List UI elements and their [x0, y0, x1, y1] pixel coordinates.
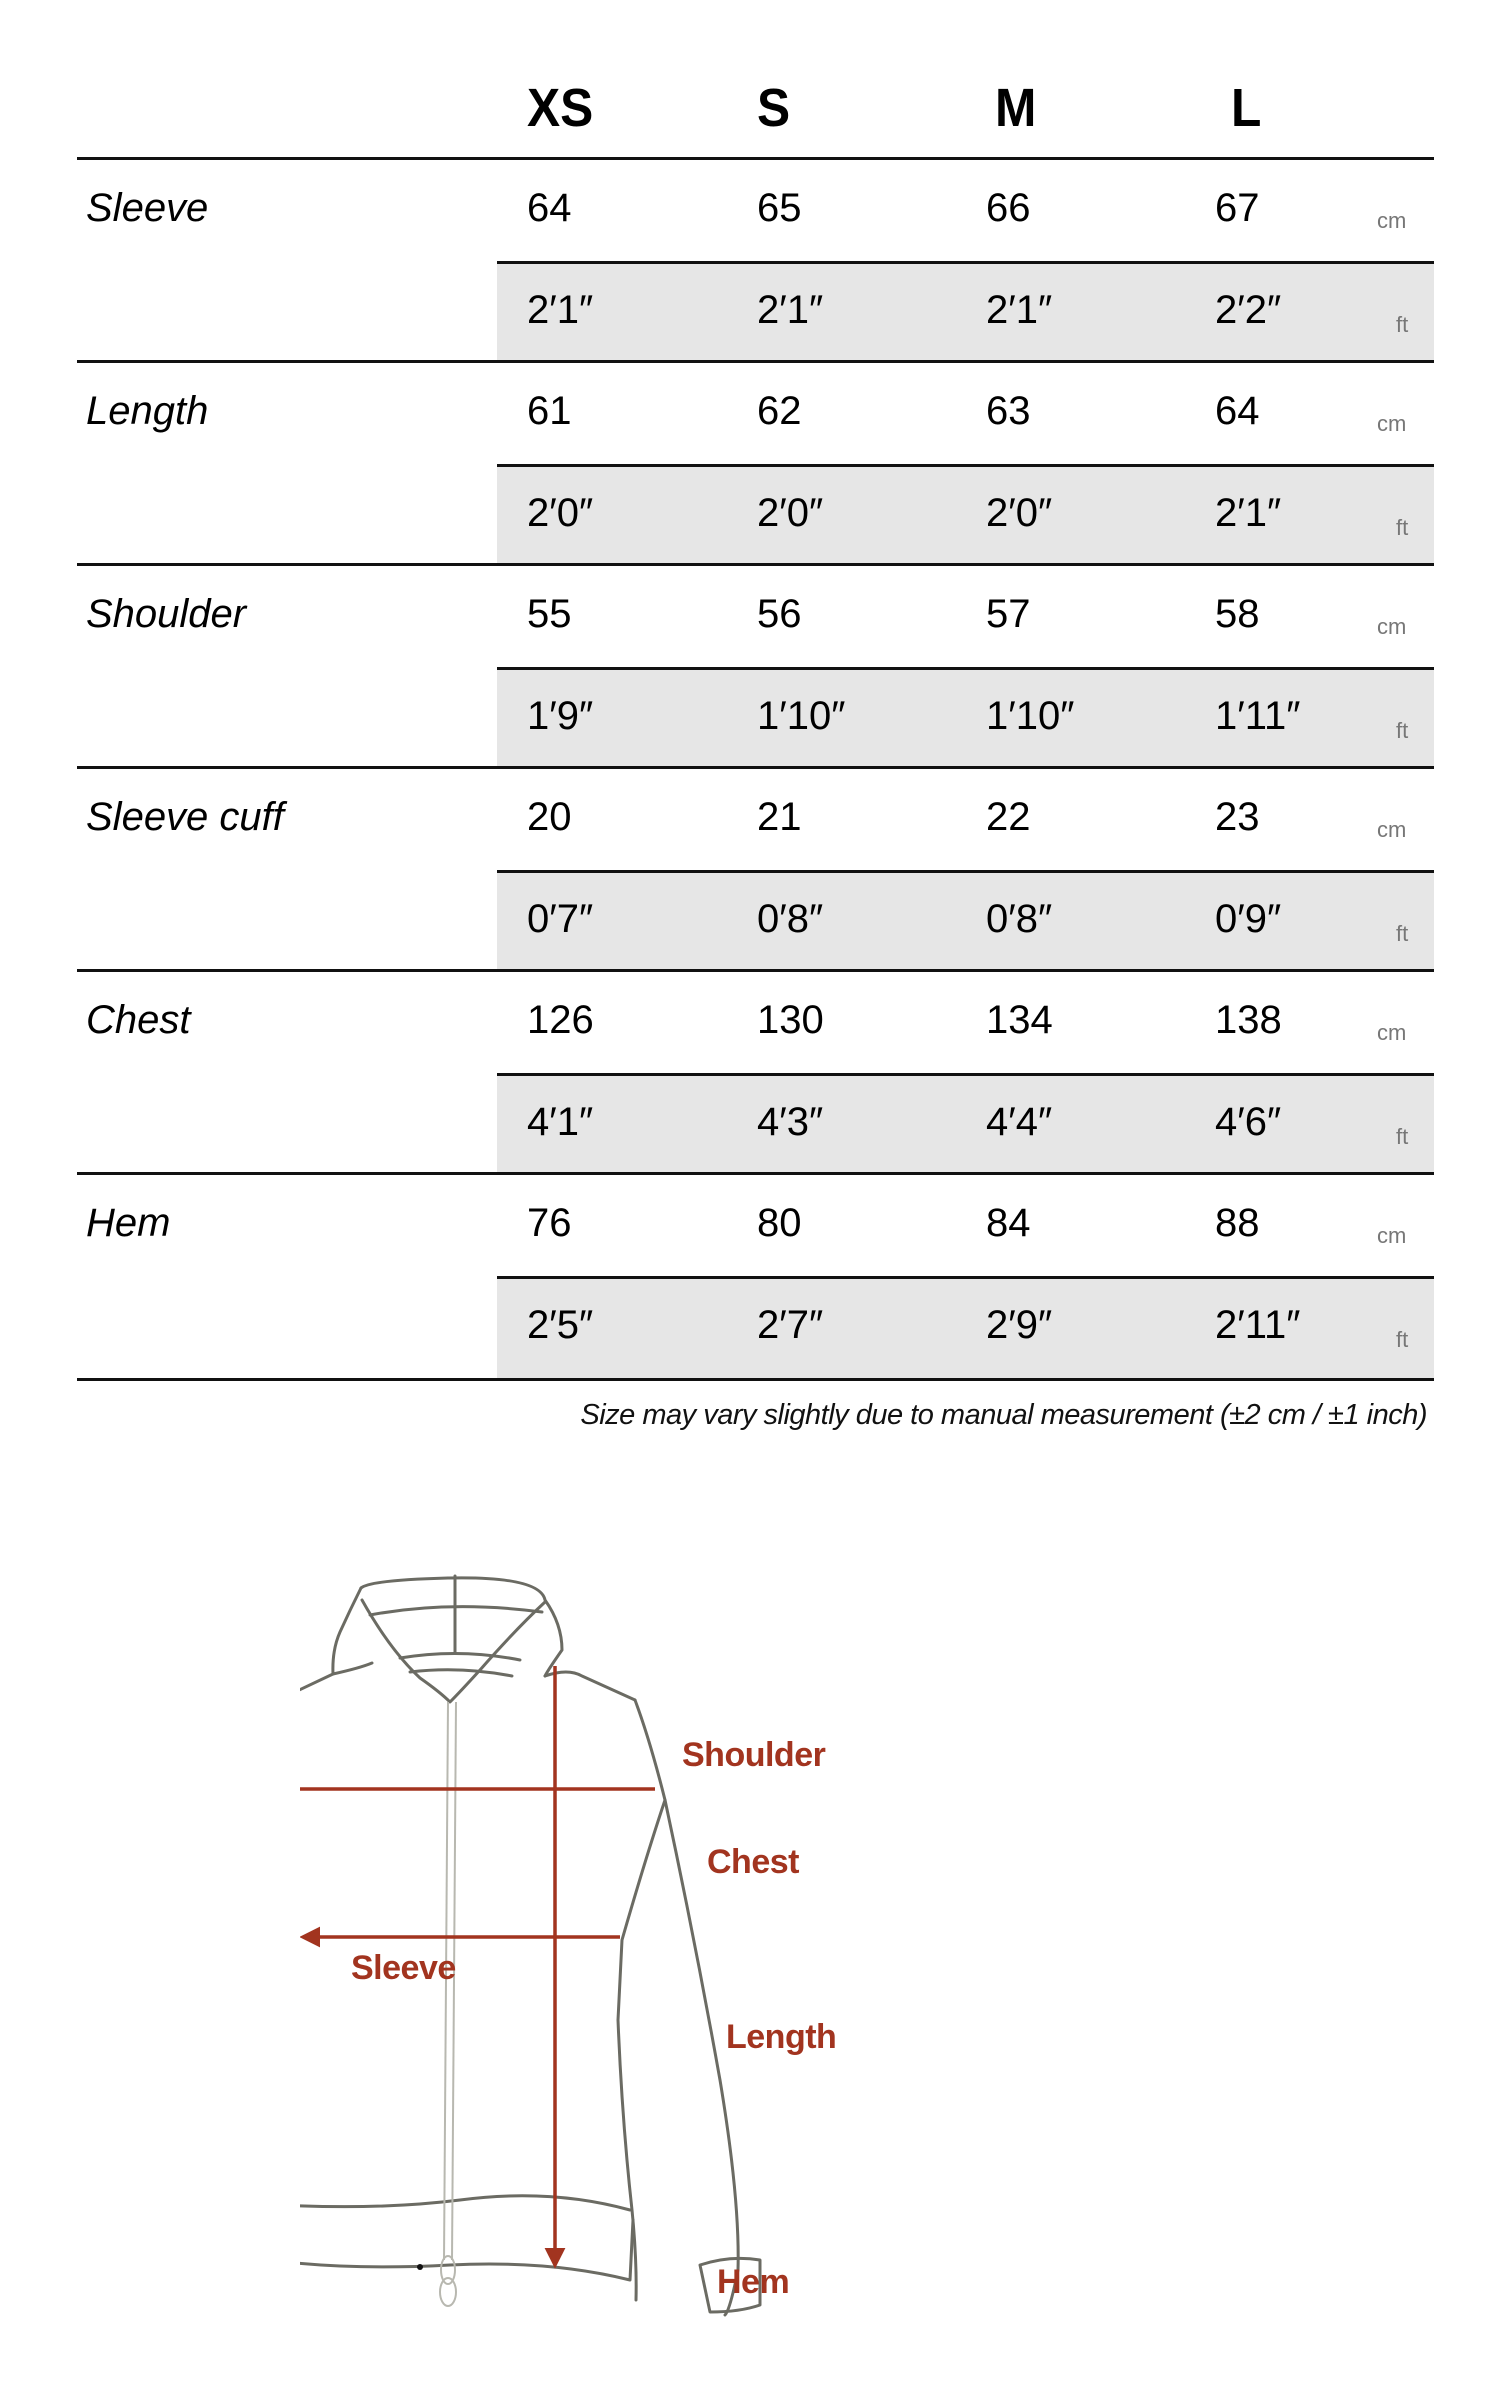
row-group-divider — [77, 563, 1434, 566]
cm-value: 21 — [757, 795, 802, 839]
cm-value: 58 — [1215, 592, 1260, 636]
diagram-label-hem: Hem — [717, 2263, 790, 2301]
unit-label-ft: ft — [1396, 311, 1409, 337]
ft-value: 1′10″ — [757, 693, 846, 738]
subrow-divider — [497, 1073, 1434, 1076]
unit-label-cm: cm — [1377, 614, 1407, 639]
size-header-xs: XS — [527, 78, 594, 138]
size-header-l: L — [1231, 78, 1262, 138]
cm-value: 134 — [986, 998, 1053, 1042]
measurement-label: Shoulder — [86, 592, 247, 636]
unit-label-ft: ft — [1396, 717, 1409, 743]
measurement-label: Hem — [86, 1201, 171, 1245]
ft-value: 1′11″ — [1215, 693, 1301, 738]
cm-value: 67 — [1215, 186, 1260, 230]
ft-value: 0′7″ — [527, 896, 594, 941]
unit-label-cm: cm — [1377, 817, 1407, 842]
size-header-m: M — [995, 78, 1037, 138]
ft-value: 2′1″ — [986, 287, 1053, 332]
subrow-divider — [497, 1276, 1434, 1279]
ft-value: 2′11″ — [1215, 1302, 1301, 1347]
ft-value: 1′10″ — [986, 693, 1075, 738]
row-group-divider — [77, 1172, 1434, 1175]
ft-row-background — [497, 467, 1434, 566]
ft-value: 2′1″ — [1215, 490, 1282, 535]
cm-value: 126 — [527, 998, 594, 1042]
cm-value: 20 — [527, 795, 572, 839]
ft-value: 2′1″ — [757, 287, 824, 332]
cm-value: 63 — [986, 389, 1031, 433]
ft-value: 2′0″ — [527, 490, 594, 535]
cm-value: 130 — [757, 998, 824, 1042]
unit-label-ft: ft — [1396, 1123, 1409, 1149]
ft-value: 4′3″ — [757, 1099, 824, 1144]
row-group-divider — [77, 766, 1434, 769]
row-group-divider — [77, 360, 1434, 363]
cm-value: 80 — [757, 1201, 802, 1245]
cm-value: 23 — [1215, 795, 1260, 839]
unit-label-cm: cm — [1377, 411, 1407, 436]
ft-value: 1′9″ — [527, 693, 594, 738]
cm-value: 55 — [527, 592, 572, 636]
cm-value: 62 — [757, 389, 802, 433]
cm-value: 57 — [986, 592, 1031, 636]
ft-value: 0′8″ — [986, 896, 1053, 941]
measurement-label: Chest — [86, 998, 191, 1042]
ft-row-background — [497, 873, 1434, 972]
table-bottom-divider — [77, 1378, 1434, 1381]
measurement-label: Sleeve — [86, 186, 209, 230]
ft-value: 2′0″ — [757, 490, 824, 535]
header-divider — [77, 157, 1434, 160]
ft-value: 4′6″ — [1215, 1099, 1282, 1144]
unit-label-ft: ft — [1396, 514, 1409, 540]
ft-value: 0′8″ — [757, 896, 824, 941]
ft-value: 2′9″ — [986, 1302, 1053, 1347]
cm-value: 61 — [527, 389, 572, 433]
diagram-label-shoulder: Shoulder — [682, 1736, 826, 1774]
row-group-divider — [77, 969, 1434, 972]
ft-row-background — [497, 1076, 1434, 1175]
cm-value: 66 — [986, 186, 1031, 230]
ft-value: 4′4″ — [986, 1099, 1053, 1144]
subrow-divider — [497, 667, 1434, 670]
cm-value: 88 — [1215, 1201, 1260, 1245]
ft-value: 0′9″ — [1215, 896, 1282, 941]
diagram-label-sleeve: Sleeve — [351, 1949, 456, 1987]
hoodie-outline-icon — [300, 1520, 1060, 2350]
measurement-note: Size may vary slightly due to manual measurement (±2 cm / ±1 inch) — [580, 1399, 1427, 1431]
ft-row-background — [497, 264, 1434, 363]
size-header-s: S — [757, 78, 791, 138]
cm-value: 64 — [527, 186, 572, 230]
measurement-label: Sleeve cuff — [86, 795, 284, 839]
measurement-label: Length — [86, 389, 209, 433]
unit-label-ft: ft — [1396, 1326, 1409, 1352]
subrow-divider — [497, 870, 1434, 873]
ft-value: 2′1″ — [527, 287, 594, 332]
unit-label-cm: cm — [1377, 1020, 1407, 1045]
cm-value: 84 — [986, 1201, 1031, 1245]
unit-label-cm: cm — [1377, 208, 1407, 233]
cm-value: 64 — [1215, 389, 1260, 433]
ft-value: 2′5″ — [527, 1302, 594, 1347]
cm-value: 76 — [527, 1201, 572, 1245]
cm-value: 22 — [986, 795, 1031, 839]
subrow-divider — [497, 261, 1434, 264]
diagram-label-length: Length — [726, 2018, 837, 2056]
cm-value: 65 — [757, 186, 802, 230]
diagram-label-chest: Chest — [707, 1843, 799, 1881]
ft-value: 2′0″ — [986, 490, 1053, 535]
cm-value: 138 — [1215, 998, 1282, 1042]
unit-label-ft: ft — [1396, 920, 1409, 946]
unit-label-cm: cm — [1377, 1223, 1407, 1248]
hoodie-measurement-diagram — [300, 1520, 1060, 2350]
ft-value: 2′2″ — [1215, 287, 1282, 332]
ft-value: 2′7″ — [757, 1302, 824, 1347]
ft-value: 4′1″ — [527, 1099, 594, 1144]
subrow-divider — [497, 464, 1434, 467]
cm-value: 56 — [757, 592, 802, 636]
